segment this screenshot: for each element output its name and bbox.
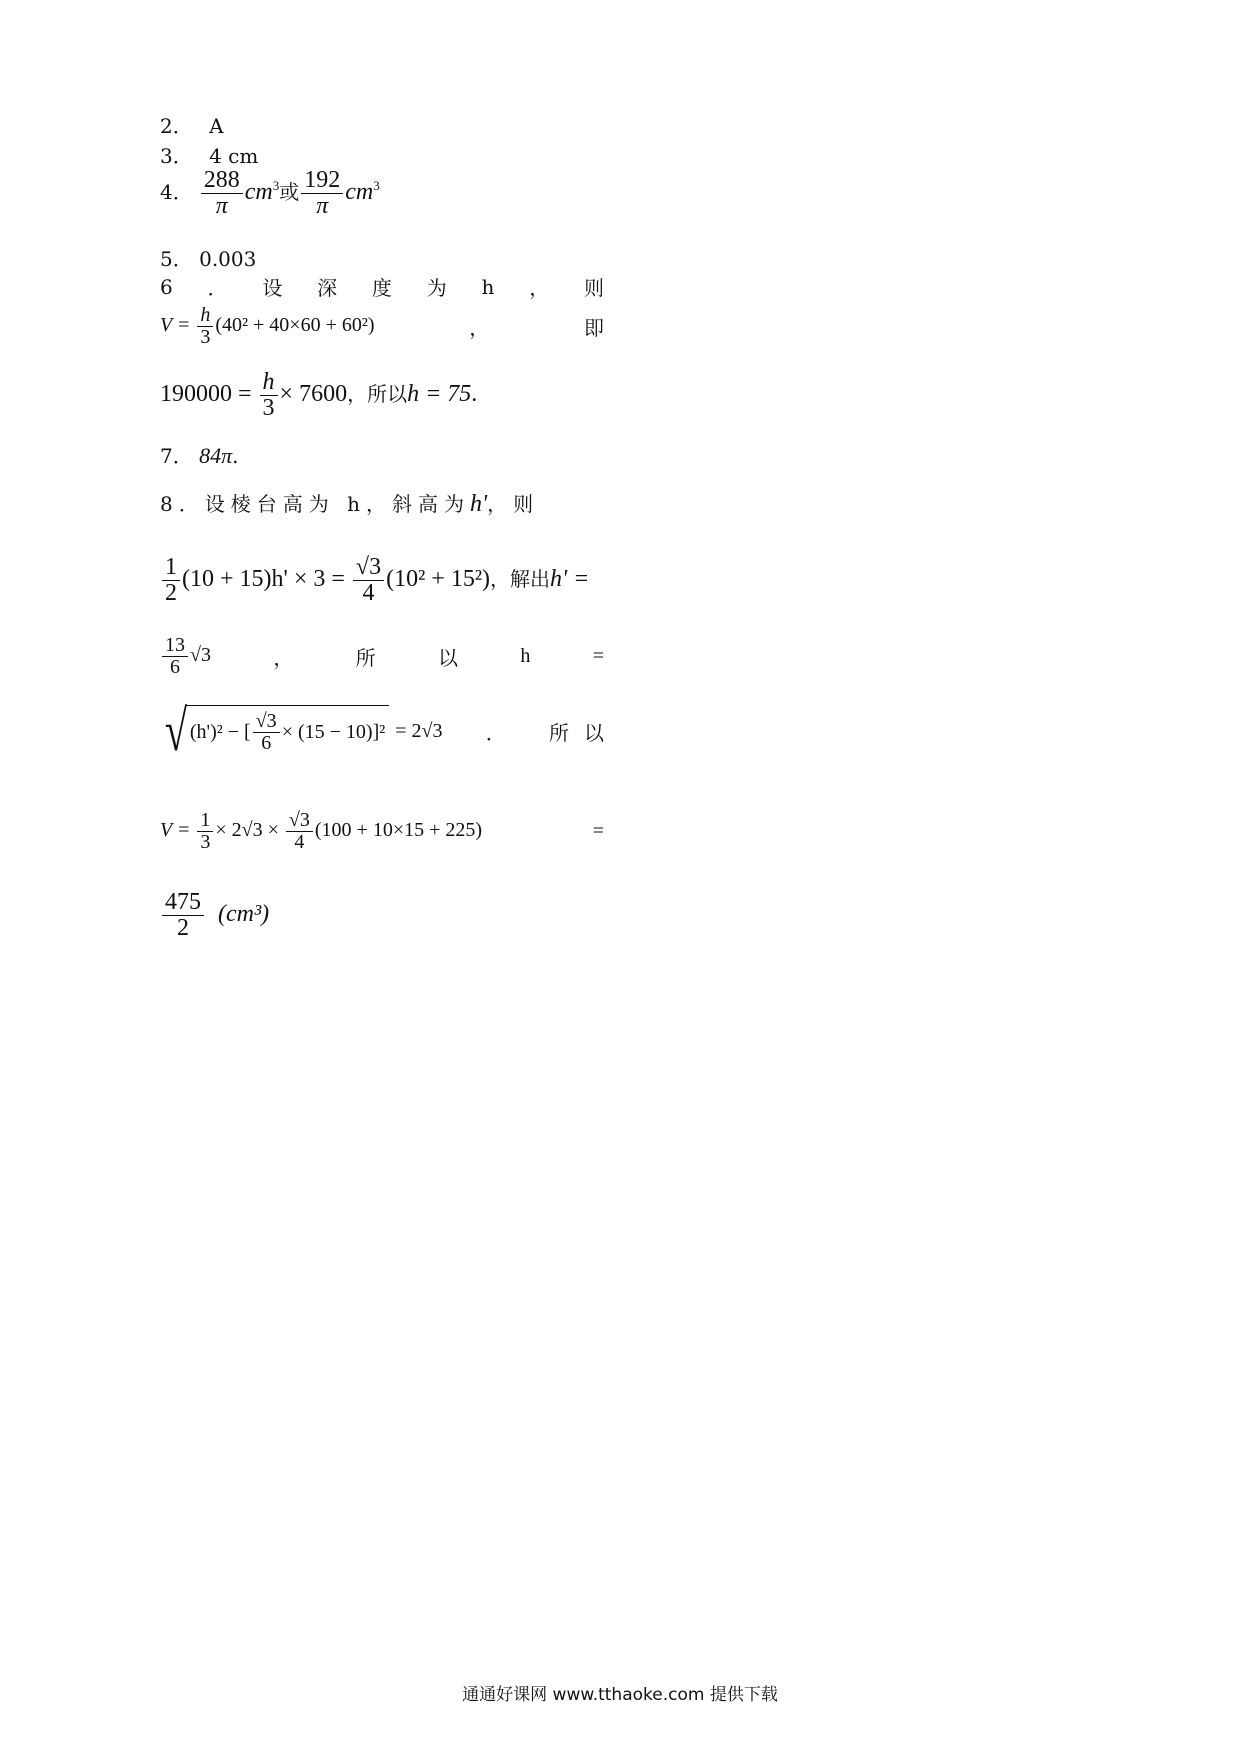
square-root: √ (h')² − [ $\frac{√3}{6}$ × (15 − 10)]² = 2√3	[164, 698, 443, 763]
fraction: $\frac{192}{\pi}$	[301, 168, 343, 219]
answer-2	[160, 110, 224, 139]
answer-6-line1: 6 ． 设 深 度 为 h ， 则	[160, 274, 604, 300]
answer-8-line1: 8．设棱台高为 h，斜高为h'，则	[160, 491, 540, 517]
answer-5	[160, 243, 256, 272]
fraction: $\frac{13}{6}$	[162, 635, 188, 678]
item-number: 3．	[160, 144, 193, 168]
answer-text: 0.003	[199, 247, 257, 271]
answer-3	[160, 140, 258, 169]
fraction: $\frac{h}{3}$	[197, 305, 213, 348]
answer-8-eq3: √ (h')² − [ $\frac{√3}{6}$ × (15 − 10)]² = 2√3 ． 所 以	[160, 705, 604, 757]
answer-6-eq2: 190000 = $\frac{h}{3}$ × 7600，所以h = 75.	[160, 369, 478, 422]
fraction: $\frac{1}{2}$	[162, 555, 180, 606]
fraction: $\frac{475}{2}$	[162, 890, 204, 941]
answer-8-eq2: $\frac{13}{6}$ √3 ， 所 以 h =	[160, 635, 604, 678]
answer-text: 4 cm	[209, 144, 259, 168]
answer-6-eq1: V = $\frac{h}{3}$ (40² + 40×60 + 60²) ， 即	[160, 304, 604, 348]
answer-8-eq1: $\frac{1}{2}$ (10 + 15)h' × 3 = $\frac{√3}{4}$ (10² + 15²)，解出h' =	[160, 555, 589, 606]
page-footer: 通通好课网 www.tthaoke.com 提供下载	[462, 1685, 778, 1705]
item-number: 4．	[160, 180, 193, 205]
item-number: 5．	[160, 247, 193, 271]
answer-8-eq4: V = $\frac{1}{3}$ × 2√3 × $\frac{√3}{4}$ (100 + 10×15 + 225) =	[160, 809, 604, 853]
answer-text: A	[209, 114, 224, 138]
item-number: 2．	[160, 114, 193, 138]
answer-text: 84π	[199, 443, 233, 468]
answer-8-eq5: $\frac{475}{2}$ (cm³)	[160, 890, 269, 941]
fraction: $\frac{√3}{6}$	[253, 711, 280, 754]
fraction: $\frac{h}{3}$	[260, 370, 278, 421]
fraction: $\frac{288}{\pi}$	[201, 168, 243, 219]
fraction: $\frac{√3}{4}$	[286, 810, 313, 853]
fraction: $\frac{√3}{4}$	[353, 555, 384, 606]
item-number: 7．	[160, 444, 193, 468]
answer-4: 4． $\frac{288}{\pi}$ $cm^3$或 $\frac{192}{\pi}$ $cm^3$	[160, 167, 380, 220]
answer-7: 7． 84π.	[160, 443, 239, 468]
fraction: $\frac{1}{3}$	[197, 810, 213, 853]
